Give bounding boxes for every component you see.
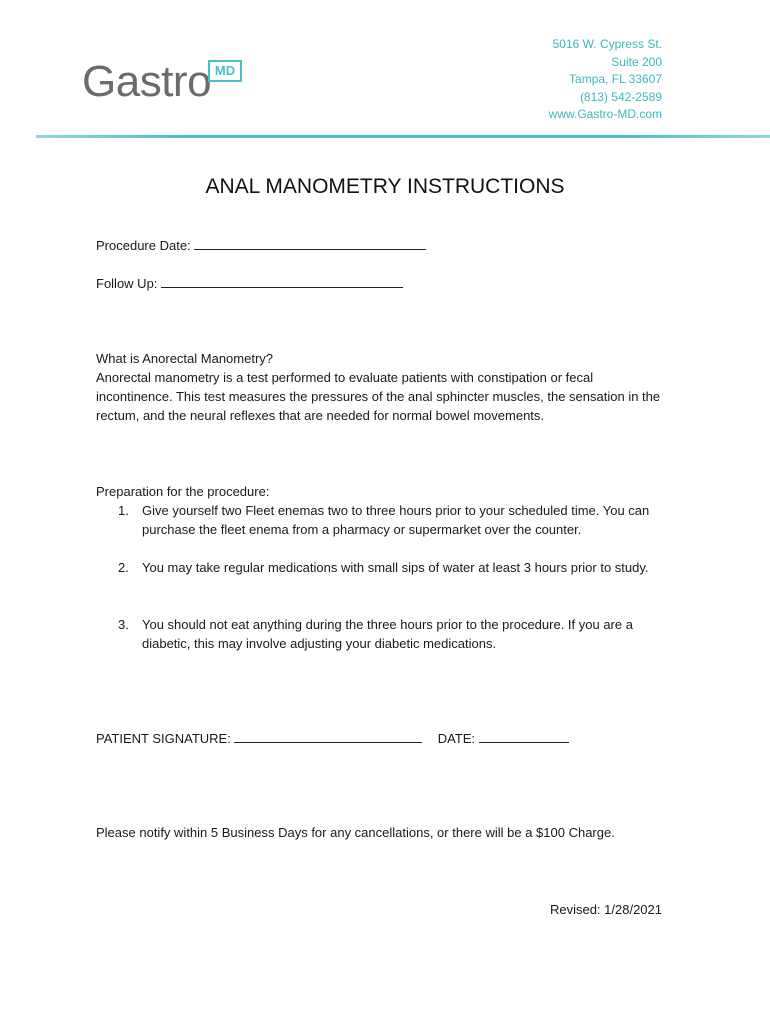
logo-md-text: MD bbox=[214, 63, 236, 78]
list-item bbox=[118, 501, 666, 539]
address-suite: Suite 200 bbox=[611, 54, 662, 69]
page-title: ANAL MANOMETRY INSTRUCTIONS bbox=[205, 175, 565, 198]
list-item-text: You may take regular medications with small sips of water at least 3 hours prior to study. bbox=[142, 560, 649, 575]
patient-signature-field[interactable] bbox=[234, 729, 422, 743]
list-item-number: 1. bbox=[118, 503, 129, 518]
logo-md-badge bbox=[208, 60, 242, 82]
address-city: Tampa, FL 33607 bbox=[569, 72, 662, 86]
list-item-number: 3. bbox=[118, 617, 129, 632]
clinic-address bbox=[549, 36, 662, 124]
signature-date-field[interactable] bbox=[479, 729, 569, 743]
about-body: Anorectal manometry is a test performed to evaluate patients with constipation or fecal incontinence. This test measures the pressures of the anal sphincter muscles, the sensation in the rectum, and the neural reflexes that are needed for normal bowel movements. bbox=[96, 370, 661, 423]
procedure-date-row bbox=[96, 236, 426, 255]
follow-up-label: Follow Up: bbox=[96, 276, 158, 291]
list-item bbox=[118, 558, 666, 577]
cancellation-notice: Please notify within 5 Business Days for any cancellations, or there will be a $100 Charge. bbox=[96, 825, 615, 840]
follow-up-field[interactable] bbox=[161, 274, 403, 288]
address-phone: (813) 542-2589 bbox=[579, 89, 662, 104]
address-website: www.Gastro-MD.com bbox=[548, 107, 662, 121]
logo-wordmark: Gastro bbox=[82, 57, 212, 106]
procedure-date-label: Procedure Date: bbox=[96, 238, 191, 253]
about-heading: What is Anorectal Manometry? bbox=[96, 351, 274, 366]
header-divider bbox=[36, 135, 770, 138]
signature-row bbox=[96, 729, 569, 748]
preparation-heading: Preparation for the procedure: bbox=[96, 484, 270, 499]
list-item-text: You should not eat anything during the three hours prior to the procedure. If you are a diabetic, this may involve adjusting your diabetic medications. bbox=[142, 617, 633, 651]
procedure-date-field[interactable] bbox=[194, 236, 426, 250]
list-item bbox=[118, 615, 666, 653]
about-section bbox=[96, 349, 666, 425]
revised-date: Revised: 1/28/2021 bbox=[549, 902, 662, 917]
address-street: 5016 W. Cypress St. bbox=[552, 37, 662, 51]
follow-up-row bbox=[96, 274, 403, 293]
patient-signature-label: PATIENT SIGNATURE: bbox=[96, 731, 231, 746]
list-item-number: 2. bbox=[118, 560, 129, 575]
signature-date-label: DATE: bbox=[437, 731, 476, 746]
gastro-md-logo bbox=[82, 56, 252, 108]
list-item-text: Give yourself two Fleet enemas two to three hours prior to your scheduled time. You can purchase the fleet enema from a pharmacy or supermarket over the counter. bbox=[142, 503, 650, 537]
